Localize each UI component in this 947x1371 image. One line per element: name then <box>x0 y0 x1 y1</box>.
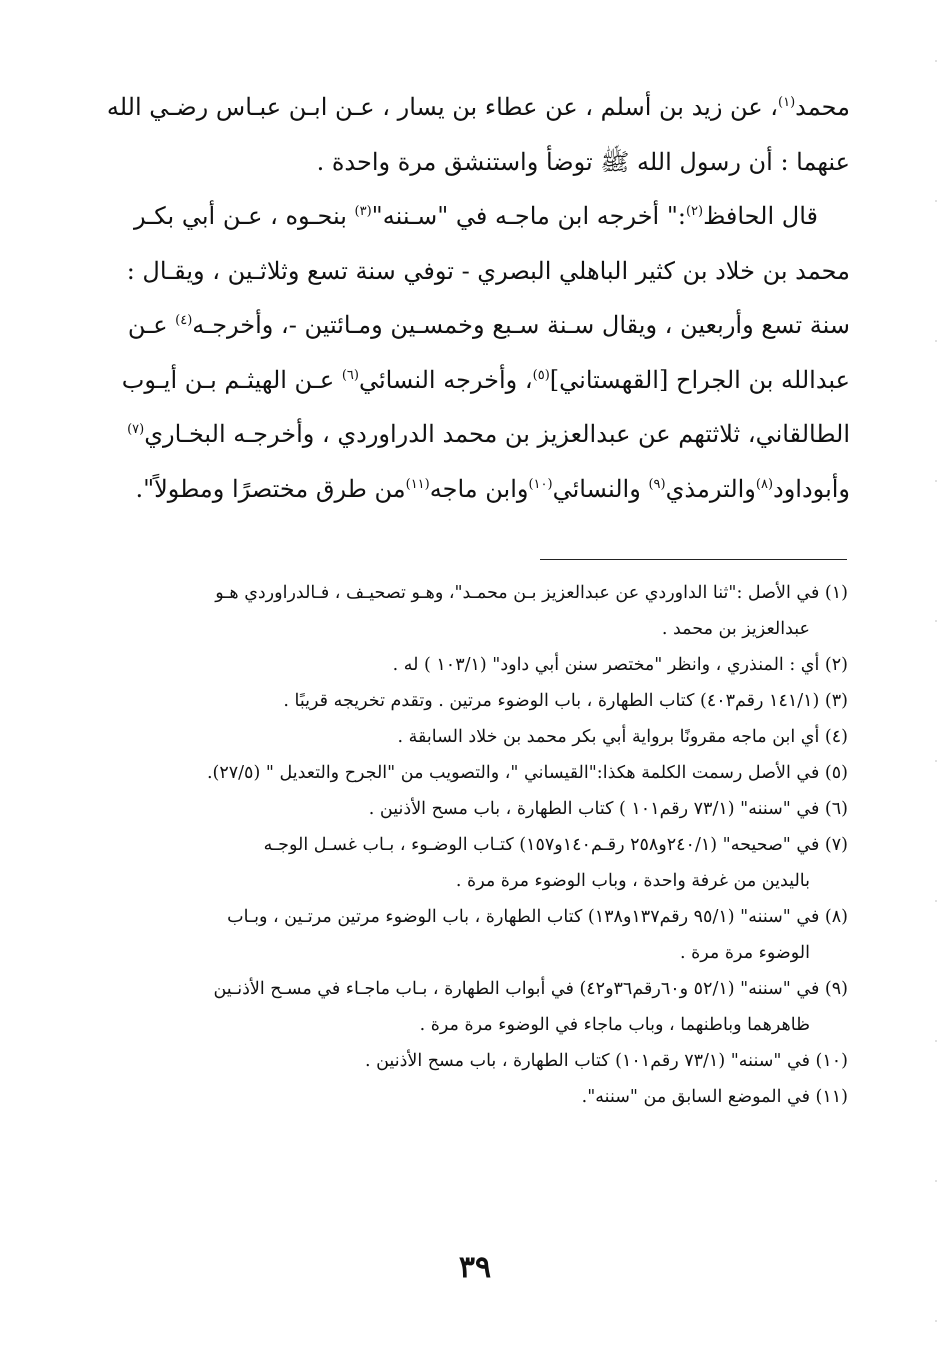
paragraph-1 <box>106 80 850 189</box>
footnotes <box>130 575 848 1115</box>
text-run: عـن <box>127 311 176 339</box>
text-run: وأبوداود <box>773 474 850 503</box>
text-run: ، عن زيد بن أسلم ، عن عطاء بن يسار ، عـن ابـن عبـاس رضـي الله <box>106 93 779 121</box>
text-run: عنهما : أن رسول الله ﷺ توضأ واستنشق مرة واحدة . <box>316 147 850 176</box>
footnote-7 <box>130 827 848 899</box>
main-text <box>106 80 850 516</box>
text-run: عـن الهيثـم بـن أيـوب <box>121 365 342 394</box>
text-run: وابن ماجه <box>429 474 529 503</box>
text-line <box>125 462 850 517</box>
footnote-6 <box>130 791 848 827</box>
footnote-ref: (٥) <box>532 367 550 383</box>
text-run: محمد <box>795 93 850 121</box>
text-run: الطالقاني، ثلاثتهم عن عبدالعزيز بن محمد الدراوردي ، وأخرجـه البخـاري <box>144 420 850 448</box>
footnote-ref: (٢) <box>685 204 704 219</box>
footnote-ref: (٨) <box>755 476 774 492</box>
footnote-text: (٨) في "سننه" (٩٥/١ رقم١٣٧و١٣٨) كتاب الطهارة ، باب الوضوء مرتين مرتـين ، وبـاب <box>227 907 848 927</box>
footnote-ref: (٦) <box>341 367 359 383</box>
footnote-8 <box>130 899 848 971</box>
footnote-ref: (٩) <box>648 476 666 492</box>
text-run: قال الحافظ <box>703 202 818 230</box>
footnote-continuation: باليدين من غرفة واحدة ، وباب الوضوء مرة مرة . <box>455 871 810 891</box>
footnote-text: (٦) في "سننه" (٧٣/١ رقم١٠١ ) كتاب الطهارة ، باب مسح الأذنين . <box>368 799 848 819</box>
footnote-text: (٤) أي ابن ماجه مقرونًا برواية أبي بكر محمد بن خلاد السابقة . <box>397 727 848 747</box>
text-line <box>106 80 850 135</box>
text-run: :" أخرجه ابن ماجـه في "سـننه" <box>371 202 686 230</box>
text-run: عبدالله بن الجراح [القهستاني] <box>549 365 850 394</box>
footnote-text: (١١) في الموضع السابق من "سننه". <box>581 1087 848 1107</box>
footnote-text: (١٠) في "سننه" (٧٣/١ رقم١٠١) كتاب الطهارة ، باب مسح الأذنين . <box>364 1051 848 1071</box>
paragraph-2 <box>121 189 850 516</box>
footnote-11 <box>130 1079 848 1115</box>
footnote-ref: (٧) <box>127 422 145 437</box>
footnote-ref: (١٠) <box>528 476 553 492</box>
text-run: ، وأخرجه النسائي <box>358 365 533 394</box>
footnote-1 <box>130 575 848 647</box>
text-line <box>125 298 850 353</box>
footnote-text: (٥) في الأصل رسمت الكلمة هكذا:"القيساني "، والتصويب من "الجرح والتعديل " (٢٧/٥). <box>206 763 848 783</box>
footnote-ref: (١١) <box>405 476 430 492</box>
scan-edge-marks <box>935 0 937 1371</box>
footnote-9 <box>130 971 848 1043</box>
text-run: والترمذي <box>665 474 756 503</box>
text-line <box>125 189 850 244</box>
footnote-text: (٣) (١٤١/١ رقم٤٠٣) كتاب الطهارة ، باب الوضوء مرتين . وتقدم تخريجه قريبًا . <box>283 691 848 711</box>
footnote-ref: (٣) <box>354 204 372 219</box>
text-line <box>125 407 850 462</box>
footnote-continuation: ظاهرهما وباطنهما ، وباب ماجاء في الوضوء مرة مرة . <box>419 1015 810 1035</box>
footnote-text: (٧) في "صحيحه" (٢٤٠/١و٢٥٨ رقـم١٤٠و١٥٧) كتـاب الوضـوء ، بـاب غسـل الوجـه <box>263 835 848 855</box>
footnote-2 <box>130 647 848 683</box>
footnote-separator <box>540 559 847 560</box>
footnote-ref: (٤) <box>175 313 193 328</box>
text-run: من طرق مختصرًا ومطولاً". <box>135 474 406 503</box>
text-run: سنة تسع وأربعين ، ويقال سـنة سـبع وخمسـين ومـائتين -، وأخرجـه <box>192 311 850 339</box>
text-line <box>121 353 850 408</box>
footnote-text: (٢) أي : المنذري ، وانظر "مختصر سنن أبي داود" (١٠٣/١ ) له . <box>392 655 848 675</box>
text-line <box>125 244 850 299</box>
text-run: بنحـوه ، عـن أبي بكـر <box>134 202 355 230</box>
text-run: محمد بن خلاد بن كثير الباهلي البصري - توفي سنة تسع وثلاثـين ، ويقـال : <box>126 256 850 285</box>
footnote-10 <box>130 1043 848 1079</box>
footnote-3 <box>130 683 848 719</box>
footnote-continuation: عبدالعزيز بن محمد . <box>661 619 810 639</box>
footnote-continuation: الوضوء مرة مرة . <box>679 943 810 963</box>
text-run: والنسائي <box>552 474 649 503</box>
footnote-5 <box>130 755 848 791</box>
footnote-text: (١) في الأصل :"ثنا الداوردي عن عبدالعزيز بـن محمـد"، وهـو تصحيـف ، فـالدراوردي هـو <box>215 583 848 603</box>
page-number: ٣٩ <box>458 1250 492 1285</box>
text-line <box>125 135 850 190</box>
footnote-4 <box>130 719 848 755</box>
footnote-text: (٩) في "سننه" (٥٢/١ و٦٠رقم٣٦و٤٢) في أبواب الطهارة ، بـاب ماجـاء في مسـح الأذنـين <box>213 979 848 999</box>
footnote-ref: (١) <box>778 95 796 110</box>
